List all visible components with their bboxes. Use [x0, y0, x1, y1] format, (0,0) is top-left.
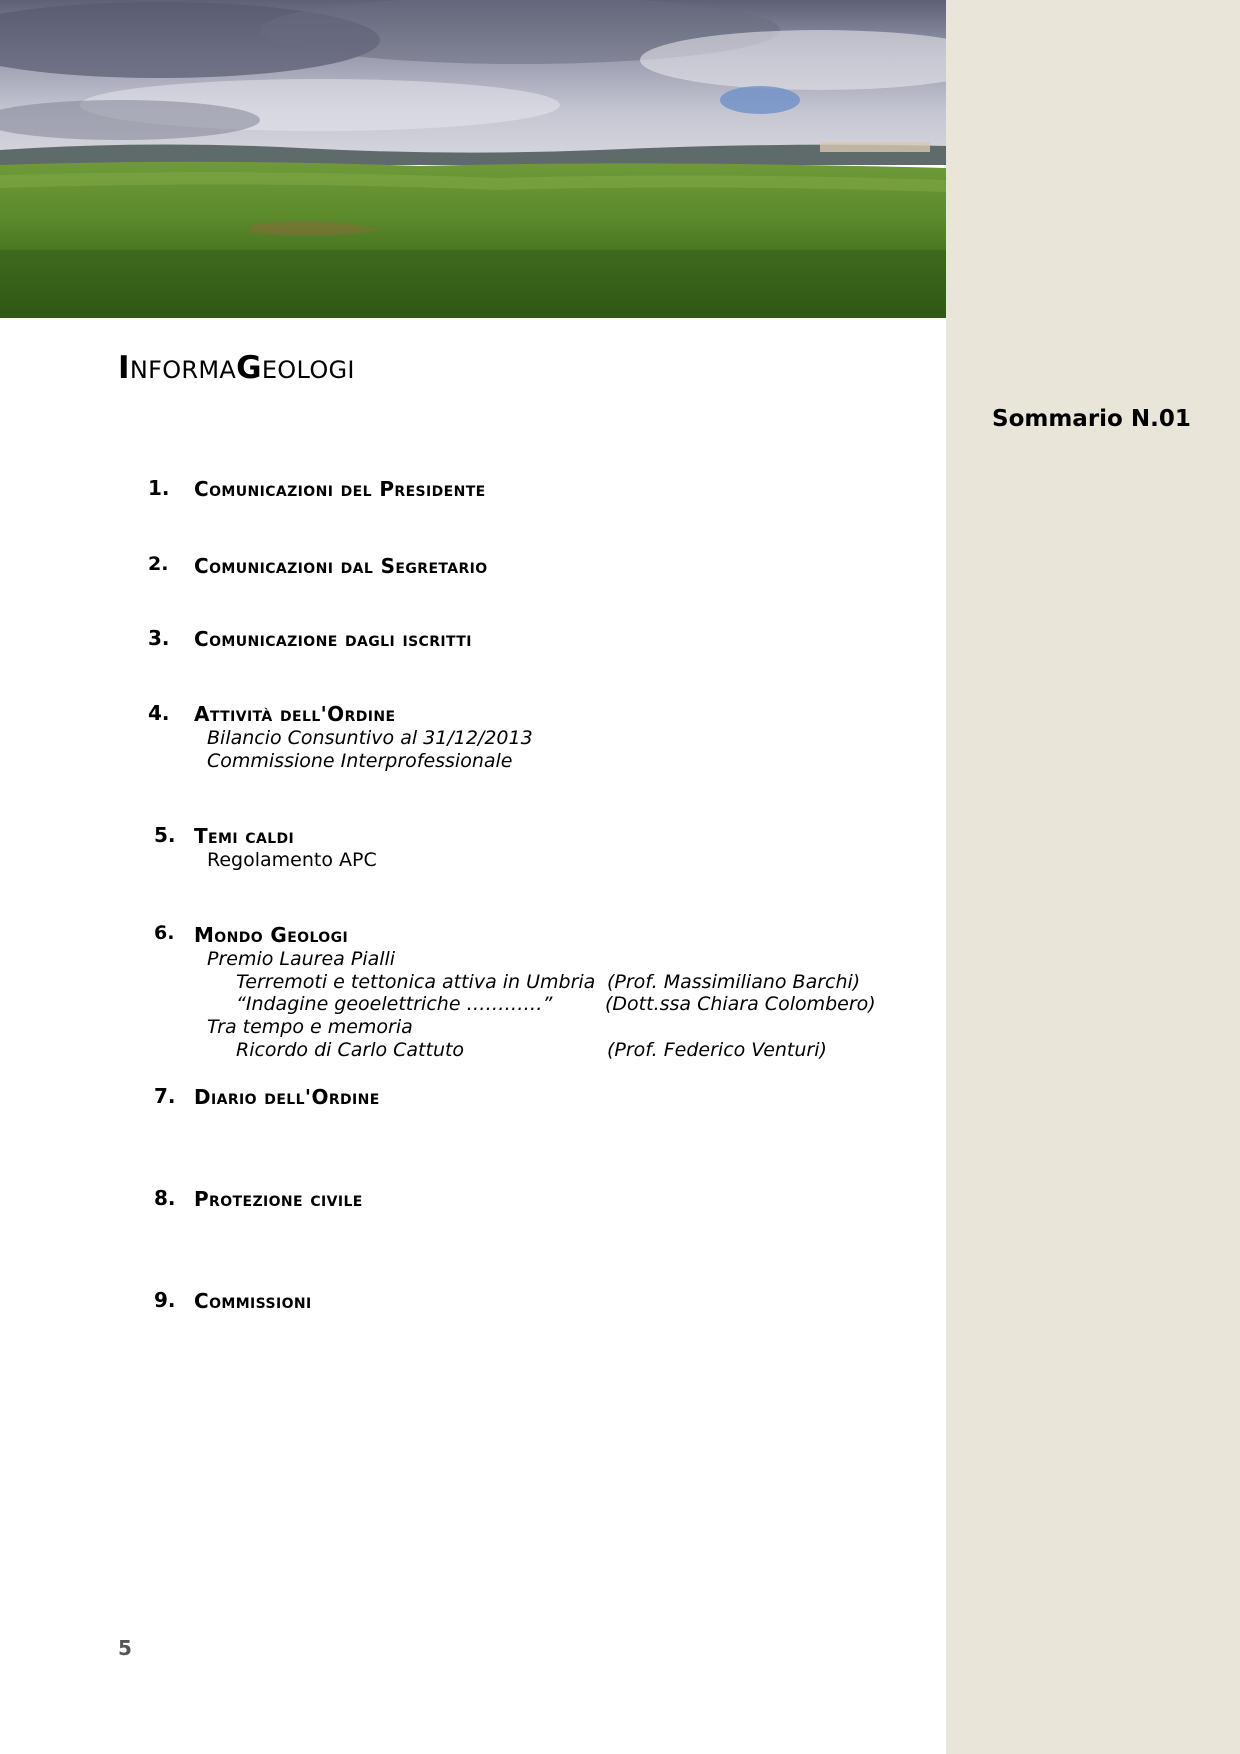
toc-number: 9. [154, 1288, 176, 1312]
toc-number: 6. [154, 922, 175, 944]
toc-number: 1. [148, 476, 170, 500]
toc-number: 7. [154, 1084, 176, 1108]
summary-title: Sommario N.01 [992, 406, 1191, 432]
toc-number: 3. [148, 626, 170, 650]
toc-title: Comunicazione dagli iscritti [194, 627, 472, 651]
toc-number: 5. [154, 823, 176, 847]
toc-title: Diario dell'Ordine [194, 1085, 380, 1109]
page-number: 5 [118, 1636, 132, 1660]
toc-number: 4. [148, 701, 170, 725]
toc-title: Protezione civile [194, 1187, 363, 1211]
toc-subitem: Ricordo di Carlo Cattuto [236, 1039, 465, 1061]
toc-number: 2. [148, 553, 169, 575]
toc-title: Commissioni [194, 1289, 312, 1313]
toc-subitem: Premio Laurea Pialli [207, 948, 396, 970]
toc-title: Temi caldi [194, 824, 295, 848]
toc-title: Comunicazioni dal Segretario [194, 554, 488, 578]
toc-subitem-author: (Prof. Federico Venturi) [607, 1039, 827, 1061]
toc-subitem: Bilancio Consuntivo al 31/12/2013 [207, 727, 533, 749]
toc-subitem-author: (Prof. Massimiliano Barchi) [607, 971, 861, 993]
toc-title: Mondo Geologi [194, 923, 349, 947]
toc-subitem: “Indagine geoelettriche …………” [236, 993, 553, 1015]
toc-subitem-author: (Dott.ssa Chiara Colombero) [605, 993, 876, 1015]
toc-title: Attività dell'Ordine [194, 702, 396, 726]
sidebar-panel [946, 0, 1240, 1754]
masthead-title: INFORMAGEOLOGI [118, 350, 355, 386]
toc-subitem: Commissione Interprofessionale [207, 750, 513, 772]
toc-subitem: Regolamento APC [207, 849, 377, 871]
toc-number: 8. [154, 1186, 176, 1210]
toc-subitem: Terremoti e tettonica attiva in Umbria [236, 971, 596, 993]
landscape-photo [0, 0, 946, 318]
toc-subitem: Tra tempo e memoria [207, 1016, 413, 1038]
toc-title: Comunicazioni del Presidente [194, 477, 486, 501]
